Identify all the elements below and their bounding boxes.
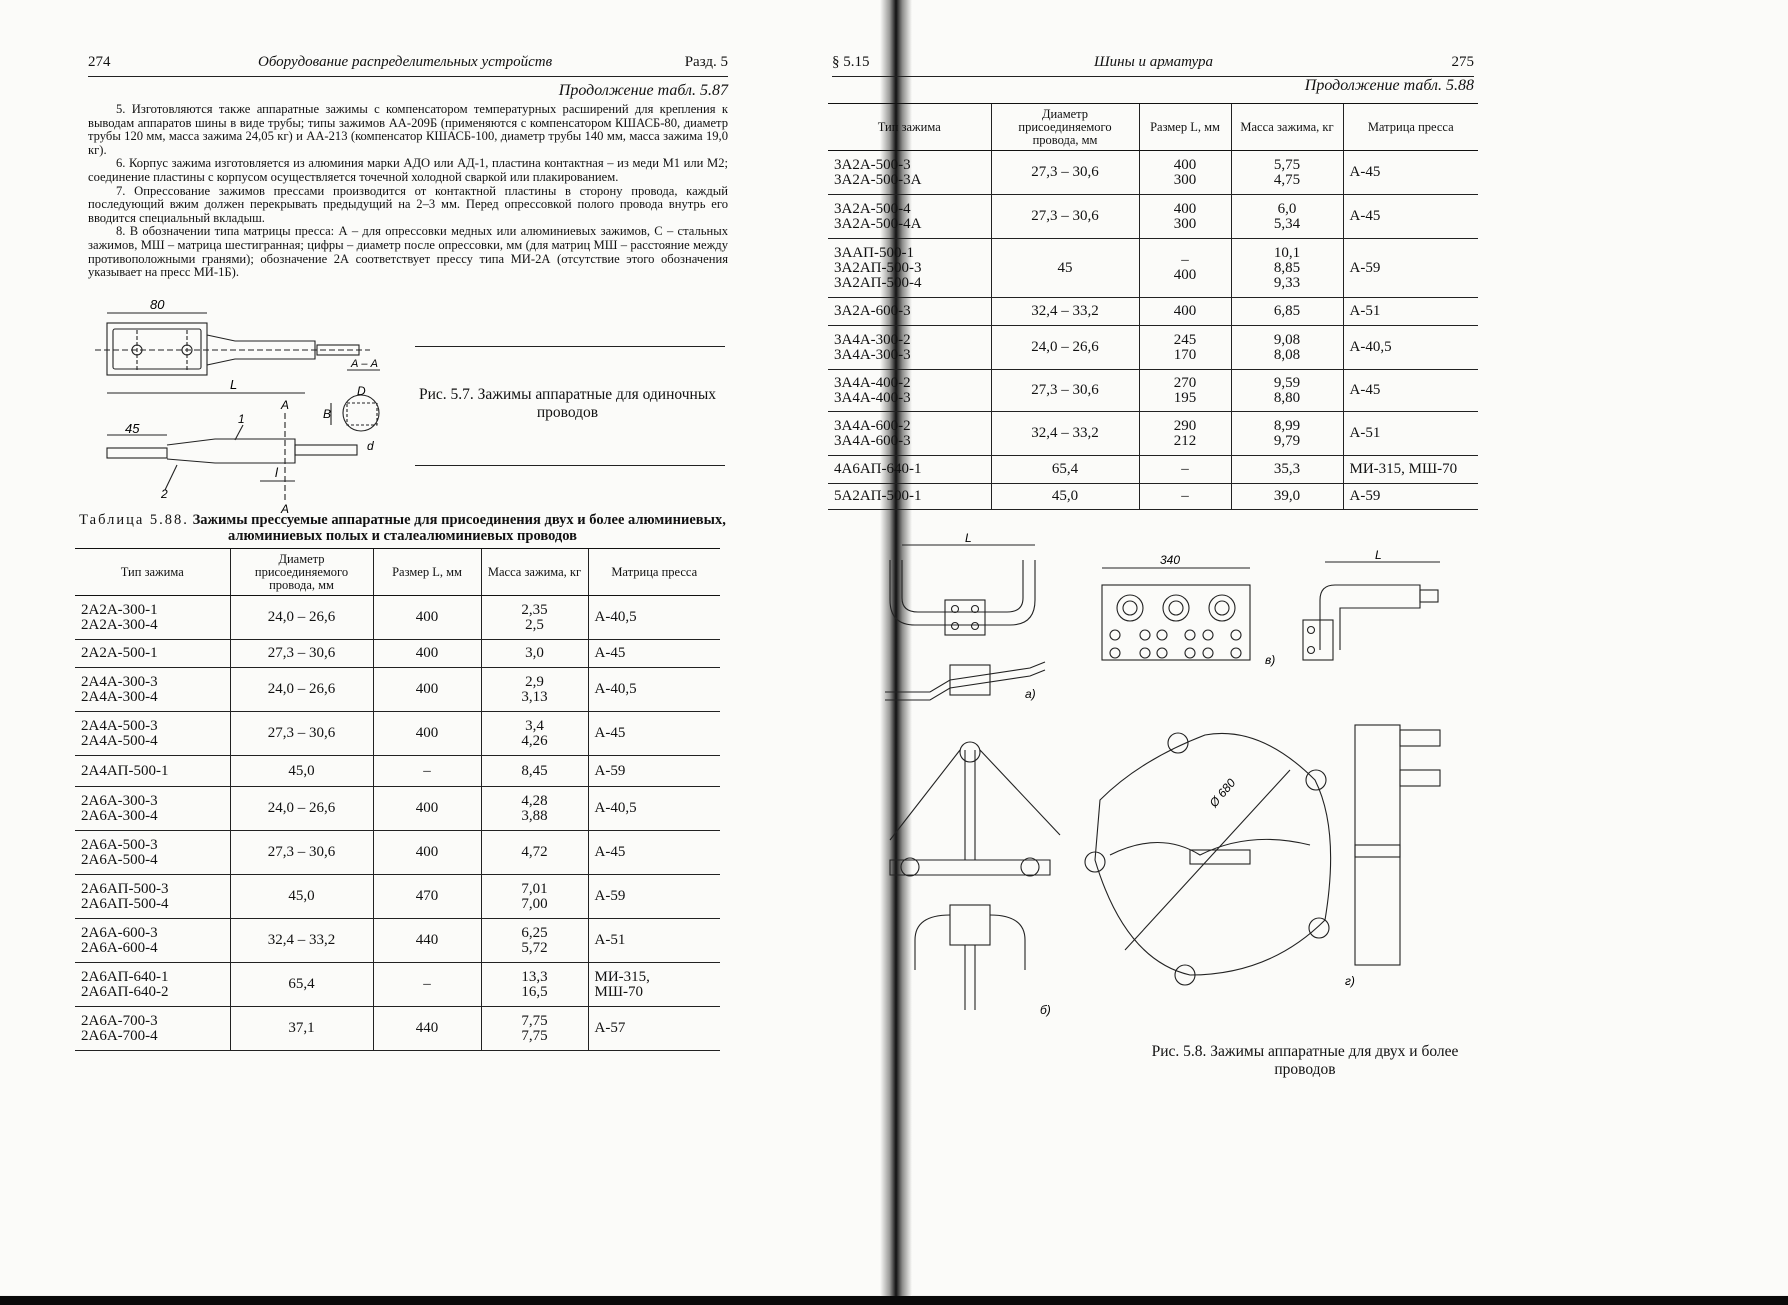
cell-mass: [481, 712, 588, 756]
cell-type: [828, 370, 991, 412]
cell-size: [1139, 326, 1231, 370]
cell-mass-line: 8,45: [521, 762, 548, 779]
cell-mass: [481, 668, 588, 712]
cell-diameter: 45,0: [991, 484, 1139, 510]
fig58-label-a: а): [1025, 687, 1036, 701]
table-row: [828, 326, 1478, 370]
table-row: [75, 831, 720, 875]
left-page-number: 274: [88, 54, 111, 70]
cell-size: [373, 963, 481, 1007]
cell-diameter: 32,4 – 33,2: [230, 919, 373, 963]
cell-type: [828, 412, 991, 456]
cell-matrix: [588, 919, 720, 963]
cell-type-line: 3А4А-300-2: [834, 331, 911, 348]
cell-size-line: 440: [415, 932, 439, 948]
cell-diameter: 24,0 – 26,6: [230, 787, 373, 831]
cell-mass: [1231, 298, 1343, 326]
cell-type: [75, 1007, 230, 1051]
cell-size-line: 400: [415, 609, 439, 625]
cell-matrix-line: А-57: [594, 1020, 626, 1036]
fig57-dim-d: d: [367, 439, 374, 453]
clamp-multi-wire-svg: [870, 530, 1480, 1030]
cell-diameter: 45,0: [230, 875, 373, 919]
cell-mass-line: 6,0: [1277, 200, 1297, 217]
cell-size: [373, 756, 481, 787]
cell-matrix-line: А-45: [1349, 164, 1381, 180]
cell-matrix: [588, 1007, 720, 1051]
cell-type-line: 3ААП-500-1: [834, 244, 914, 261]
table-row: [75, 712, 720, 756]
cell-diameter: 27,3 – 30,6: [991, 195, 1139, 239]
table-row: [75, 756, 720, 787]
cell-type-line: 2А4А-500-3: [81, 717, 158, 734]
cell-type: [828, 151, 991, 195]
fig58-label-v: в): [1265, 653, 1276, 667]
cell-mass-line: 8,85: [1273, 259, 1301, 276]
fig58-caption: Рис. 5.8. Зажимы аппаратные для двух и более проводов: [1151, 1043, 1459, 1078]
cell-size-line: 270: [1173, 374, 1197, 391]
cell-type: [75, 596, 230, 640]
cell-mass-line: 13,3: [521, 968, 548, 985]
table-row: [828, 298, 1478, 326]
cell-matrix: [1343, 239, 1478, 298]
th-mass: Масса зажима, кг: [1231, 104, 1343, 151]
cell-size-line: 400: [1173, 303, 1197, 319]
cell-size-line: 400: [1173, 267, 1197, 283]
cell-mass-line: 7,01: [521, 880, 548, 897]
cell-type-line: 3А2А-500-3А: [834, 171, 922, 188]
cell-type: [75, 831, 230, 875]
cell-diameter: 45,0: [230, 756, 373, 787]
cell-mass: [1231, 370, 1343, 412]
cell-size: [1139, 195, 1231, 239]
table-row: [828, 239, 1478, 298]
cell-matrix: [1343, 298, 1478, 326]
cell-mass-line: 35,3: [1273, 461, 1301, 477]
cell-diameter: 32,4 – 33,2: [991, 298, 1139, 326]
cell-matrix-line: А-51: [594, 932, 626, 948]
cell-size: [1139, 412, 1231, 456]
fig57-dim-B: B: [323, 407, 332, 421]
cell-matrix: [1343, 326, 1478, 370]
cell-matrix: [1343, 484, 1478, 510]
right-header-title: Шины и арматура: [1094, 54, 1213, 70]
cell-matrix: [588, 596, 720, 640]
cell-type: [75, 787, 230, 831]
cell-size-line: 470: [415, 888, 439, 904]
cell-type-line: 2А6АП-500-3: [81, 880, 169, 897]
cell-matrix-line: А-59: [594, 762, 626, 779]
cell-matrix-line: МИ-315, МШ-70: [1349, 461, 1458, 477]
cell-mass: [481, 831, 588, 875]
cell-type-line: 3А2А-600-3: [834, 303, 911, 319]
cell-type: [75, 640, 230, 668]
cell-diameter: 27,3 – 30,6: [230, 712, 373, 756]
cell-type-line: 2А6А-300-3: [81, 792, 158, 809]
note-8: 8. В обозначении типа матрицы пресса: А – для опрессовки медных или алюминиевых зажимов, С – стальных зажимов, МШ – матрица шестигранная; цифры – диаметр после опрессовки, мм (для матриц МШ – расстояние между противоположными гранями); обозначение 2А соответствует прессу типа МИ-2А (отсутствие этого обозначения указывает на пресс МИ-1Б).: [88, 224, 728, 280]
cell-size-line: 400: [415, 681, 439, 697]
cell-size-line: 400: [415, 725, 439, 741]
cell-matrix-line: А-40,5: [594, 609, 637, 625]
cell-matrix: [1343, 412, 1478, 456]
cell-matrix: [588, 756, 720, 787]
cell-size-line: 400: [1173, 200, 1197, 217]
note-5: 5. Изготовляются также аппаратные зажимы с компенсатором температурных расширений для крепления к выводам аппаратов шины в виде трубы; типы зажимов АА-209Б (применяются с компенсатором КШАСБ-80, диаметр трубы 120 мм, масса зажима 24,05 кг) и АА-213 (компенсатор КШАСБ-100, диаметр трубы 140 мм, масса зажима 19,0 кг).: [88, 102, 728, 157]
table-header-row: [75, 549, 720, 596]
cell-size-line: 212: [1173, 432, 1197, 449]
cell-type: [75, 919, 230, 963]
left-running-head: [88, 52, 728, 77]
cell-matrix: [588, 640, 720, 668]
table-row: [828, 484, 1478, 510]
cell-mass: [1231, 326, 1343, 370]
cell-type-line: 2А4АП-500-1: [81, 762, 169, 779]
cell-type-line: 2А6А-700-3: [81, 1012, 158, 1029]
cell-mass-line: 5,72: [521, 939, 548, 956]
cell-mass-line: 7,75: [521, 1012, 548, 1029]
cell-type-line: 2А6А-500-3: [81, 836, 158, 853]
cell-type-line: 3А2А-500-4А: [834, 215, 922, 232]
fig58-label-g: г): [1345, 974, 1355, 988]
right-section: § 5.15: [832, 54, 870, 70]
fig57-dim-L: L: [230, 377, 238, 392]
table-row: [75, 919, 720, 963]
cell-mass-line: 16,5: [521, 983, 548, 1000]
cell-mass: [481, 787, 588, 831]
left-continuation-title: Продолжение табл. 5.87: [558, 82, 728, 99]
cell-matrix-line: МШ-70: [594, 983, 643, 1000]
cell-matrix-line: А-51: [1349, 425, 1381, 441]
fig58-dim-L-right: L: [1375, 548, 1382, 562]
cell-size: [1139, 370, 1231, 412]
fig57-rule-top: [415, 346, 725, 347]
cell-size: [373, 831, 481, 875]
table-row: [75, 668, 720, 712]
table-row: [75, 963, 720, 1007]
cell-matrix-line: А-59: [594, 888, 626, 904]
cell-size-line: 440: [415, 1020, 439, 1036]
cell-matrix: [588, 963, 720, 1007]
cell-mass-line: 3,13: [521, 688, 548, 705]
cell-size-line: 300: [1173, 215, 1197, 232]
left-header-title: Оборудование распределительных устройств: [258, 54, 553, 70]
cell-matrix: [588, 668, 720, 712]
th-type: Тип зажима: [828, 104, 991, 151]
cell-matrix-line: МИ-315,: [594, 968, 650, 985]
figure-5-8-drawing: [870, 530, 1480, 1035]
cell-size: [373, 668, 481, 712]
cell-mass-line: 3,88: [521, 807, 548, 824]
cell-mass-line: 4,28: [521, 792, 548, 809]
left-section: Разд. 5: [684, 54, 728, 70]
cell-type: [828, 298, 991, 326]
cell-diameter: 45: [991, 239, 1139, 298]
cell-type: [75, 875, 230, 919]
cell-type-line: 3А4А-300-3: [834, 346, 911, 363]
cell-mass-line: 3,0: [525, 645, 544, 661]
cell-type-line: 2А4А-500-4: [81, 732, 158, 749]
table-row: [75, 1007, 720, 1051]
cell-type-line: 2А6А-500-4: [81, 851, 158, 868]
cell-type-line: 2А6АП-640-1: [81, 968, 169, 985]
cell-type-line: 2А4А-300-4: [81, 688, 158, 705]
cell-size: [373, 1007, 481, 1051]
th-matrix: Матрица пресса: [588, 549, 720, 596]
cell-mass-line: 2,5: [525, 616, 544, 633]
cell-type-line: 2А6А-600-3: [81, 924, 158, 941]
fig58-dim-340: 340: [1160, 553, 1181, 567]
cell-mass: [1231, 412, 1343, 456]
table-row: [828, 151, 1478, 195]
cell-mass-line: 2,9: [525, 673, 544, 690]
fig57-dim-D: D: [357, 384, 366, 398]
fig57-mark-A-bottom: А: [281, 502, 290, 515]
cell-size-line: 400: [415, 800, 439, 816]
cell-type-line: 3А4А-600-3: [834, 432, 911, 449]
fig57-caption: Рис. 5.7. Зажимы аппаратные для одиночных проводов: [418, 386, 717, 421]
cell-diameter: 37,1: [230, 1007, 373, 1051]
cell-matrix: [588, 712, 720, 756]
cell-type-line: 3А4А-400-3: [834, 389, 911, 406]
th-diameter: Диаметр присоединяемого провода, мм: [230, 549, 373, 596]
th-diameter: Диаметр присоединяемого провода, мм: [991, 104, 1139, 151]
cell-mass-line: 3,4: [525, 717, 544, 734]
cell-mass-line: 6,85: [1273, 303, 1301, 319]
cell-mass-line: 7,00: [521, 895, 548, 912]
cell-mass-line: 9,33: [1273, 274, 1301, 291]
cell-matrix: [588, 787, 720, 831]
cell-type: [828, 195, 991, 239]
cell-type: [828, 456, 991, 484]
cell-diameter: 24,0 – 26,6: [230, 596, 373, 640]
cell-mass: [481, 919, 588, 963]
cell-size: [1139, 151, 1231, 195]
cell-size: [373, 875, 481, 919]
cell-diameter: 27,3 – 30,6: [230, 640, 373, 668]
cell-size-line: –: [1181, 488, 1189, 504]
cell-diameter: 27,3 – 30,6: [230, 831, 373, 875]
cell-mass-line: 8,08: [1273, 346, 1301, 363]
cell-size-line: –: [1181, 252, 1189, 268]
fig57-dim-l: l: [275, 465, 278, 480]
table-row: [828, 412, 1478, 456]
cell-mass-line: 8,80: [1273, 389, 1301, 406]
cell-mass: [481, 756, 588, 787]
cell-matrix: [1343, 456, 1478, 484]
th-type: Тип зажима: [75, 549, 230, 596]
cell-type: [75, 668, 230, 712]
table-588-number: Таблица 5.88.: [79, 512, 189, 528]
table-row: [75, 787, 720, 831]
fig57-rule-bottom: [415, 465, 725, 466]
th-mass: Масса зажима, кг: [481, 549, 588, 596]
table-row: [828, 456, 1478, 484]
right-running-head: [832, 52, 1474, 77]
cell-size: [1139, 298, 1231, 326]
cell-mass: [1231, 456, 1343, 484]
table-header-row: [828, 104, 1478, 151]
cell-mass-line: 4,26: [521, 732, 548, 749]
cell-type-line: 2А6А-700-4: [81, 1027, 158, 1044]
cell-matrix-line: А-51: [1349, 303, 1381, 319]
cell-diameter: 65,4: [991, 456, 1139, 484]
cell-mass: [481, 596, 588, 640]
cell-size-line: 400: [415, 844, 439, 860]
cell-matrix-line: А-45: [594, 725, 626, 741]
fig58-label-b: б): [1040, 1003, 1051, 1017]
fig58-dim-L-a: L: [965, 531, 972, 545]
cell-type-line: 2А2А-300-4: [81, 616, 158, 633]
cell-size: [1139, 239, 1231, 298]
th-size: Размер L, мм: [1139, 104, 1231, 151]
cell-matrix-line: А-40,5: [594, 681, 637, 697]
cell-type-line: 2А6А-600-4: [81, 939, 158, 956]
cell-size: [373, 787, 481, 831]
cell-diameter: 27,3 – 30,6: [991, 151, 1139, 195]
cell-diameter: 27,3 – 30,6: [991, 370, 1139, 412]
cell-diameter: 24,0 – 26,6: [230, 668, 373, 712]
cell-mass-line: 9,59: [1273, 374, 1301, 391]
cell-type-line: 2А6АП-640-2: [81, 983, 169, 1000]
cell-type-line: 3А4А-600-2: [834, 417, 911, 434]
cell-diameter: 65,4: [230, 963, 373, 1007]
cell-matrix: [588, 831, 720, 875]
cell-mass-line: 9,08: [1273, 331, 1301, 348]
table-row: [75, 640, 720, 668]
fig57-num-2: 2: [161, 487, 168, 501]
table-588-title: Зажимы прессуемые аппаратные для присоединения двух и более алюминиевых, алюминиевых полых и сталеалюминиевых проводов: [192, 512, 726, 544]
fig57-num-1: 1: [238, 412, 245, 426]
cell-mass-line: 10,1: [1273, 244, 1301, 261]
cell-matrix-line: А-45: [594, 844, 626, 860]
cell-size-line: 195: [1173, 389, 1197, 406]
cell-mass: [481, 963, 588, 1007]
cell-mass: [481, 1007, 588, 1051]
cell-matrix: [1343, 151, 1478, 195]
cell-type-line: 3А2А-500-3: [834, 156, 911, 173]
fig57-mark-A-top: А: [281, 398, 290, 412]
cell-diameter: 32,4 – 33,2: [991, 412, 1139, 456]
cell-type-line: 2А6АП-500-4: [81, 895, 169, 912]
cell-mass-line: 5,34: [1273, 215, 1301, 232]
cell-type-line: 3А2А-500-4: [834, 200, 911, 217]
cell-mass-line: 5,75: [1273, 156, 1301, 173]
cell-mass-line: 4,72: [521, 844, 548, 860]
clamp-single-wire-svg: [95, 295, 395, 515]
cell-mass: [1231, 151, 1343, 195]
cell-type-line: 2А6А-300-4: [81, 807, 158, 824]
cell-type-line: 2А2А-300-1: [81, 601, 158, 618]
cell-matrix-line: А-59: [1349, 259, 1381, 276]
cell-mass: [1231, 239, 1343, 298]
fig57-section-label: А – А: [351, 358, 378, 370]
cell-mass-line: 6,25: [521, 924, 548, 941]
cell-mass: [481, 875, 588, 919]
cell-type: [828, 484, 991, 510]
cell-size: [373, 712, 481, 756]
cell-diameter: 24,0 – 26,6: [991, 326, 1139, 370]
fig57-dim-45: 45: [125, 421, 140, 436]
cell-size-line: 400: [415, 645, 439, 661]
cell-type: [75, 756, 230, 787]
cell-type-line: 3А4А-400-2: [834, 374, 911, 391]
fig58-dim-680: Ø 680: [1206, 775, 1239, 810]
cell-mass-line: 9,79: [1273, 432, 1301, 449]
cell-matrix: [588, 875, 720, 919]
cell-size-line: 400: [1173, 156, 1197, 173]
cell-type: [828, 326, 991, 370]
cell-mass: [1231, 484, 1343, 510]
table-588-right: [828, 103, 1478, 510]
notes-block: [88, 103, 728, 280]
right-continuation-title: Продолжение табл. 5.88: [1304, 77, 1474, 94]
note-6: 6. Корпус зажима изготовляется из алюминия марки АДО или АД-1, пластина контактная – из меди М1 или М2; соединение пластины с корпусом осуществляется точечной холодной сваркой или плакированием.: [88, 156, 728, 184]
cell-size: [373, 919, 481, 963]
cell-type-line: 4А6АП-640-1: [834, 461, 922, 477]
cell-mass: [1231, 195, 1343, 239]
cell-matrix-line: А-45: [1349, 208, 1381, 224]
cell-size-line: 290: [1173, 417, 1197, 434]
th-size: Размер L, мм: [373, 549, 481, 596]
cell-size: [373, 596, 481, 640]
table-row: [828, 195, 1478, 239]
table-588-caption: [75, 512, 730, 544]
cell-matrix-line: А-59: [1349, 488, 1381, 504]
fig57-dim-80: 80: [150, 297, 165, 312]
cell-type: [75, 963, 230, 1007]
cell-type-line: 2А2А-500-1: [81, 645, 158, 661]
cell-matrix-line: А-40,5: [1349, 339, 1392, 355]
table-row: [75, 596, 720, 640]
cell-type-line: 3А2АП-500-4: [834, 274, 922, 291]
cell-matrix-line: А-45: [594, 645, 626, 661]
cell-matrix-line: А-45: [1349, 382, 1381, 398]
table-row: [828, 370, 1478, 412]
cell-type-line: 2А4А-300-3: [81, 673, 158, 690]
cell-size-line: –: [423, 976, 431, 992]
cell-mass: [481, 640, 588, 668]
cell-size: [1139, 484, 1231, 510]
table-row: [75, 875, 720, 919]
cell-mass-line: 2,35: [521, 601, 548, 618]
cell-mass-line: 7,75: [521, 1027, 548, 1044]
cell-mass-line: 8,99: [1273, 417, 1301, 434]
cell-size-line: 245: [1173, 331, 1197, 348]
th-matrix: Матрица пресса: [1343, 104, 1478, 151]
cell-type-line: 3А2АП-500-3: [834, 259, 922, 276]
table-588-left: [75, 548, 720, 1051]
cell-size-line: –: [1181, 461, 1189, 477]
note-7: 7. Опрессование зажимов прессами производится от контактной пластины в сторону провода, каждый последующий вжим должен перекрывать предыдущий на 2–3 мм. Перед опрессовкой полого провода внутрь его вводится специальный вкладыш.: [88, 183, 728, 225]
cell-type: [828, 239, 991, 298]
cell-mass-line: 4,75: [1273, 171, 1301, 188]
cell-type-line: 5А2АП-500-1: [834, 488, 922, 504]
cell-size: [1139, 456, 1231, 484]
cell-matrix-line: А-40,5: [594, 800, 637, 816]
cell-matrix: [1343, 370, 1478, 412]
figure-5-7-drawing: [95, 295, 395, 520]
cell-type: [75, 712, 230, 756]
cell-size-line: 300: [1173, 171, 1197, 188]
cell-size: [373, 640, 481, 668]
scan-bottom-edge: [0, 1296, 1788, 1305]
cell-size-line: –: [423, 762, 431, 779]
cell-matrix: [1343, 195, 1478, 239]
cell-mass-line: 39,0: [1273, 488, 1301, 504]
right-page-number: 275: [1451, 54, 1474, 70]
cell-size-line: 170: [1173, 346, 1197, 363]
